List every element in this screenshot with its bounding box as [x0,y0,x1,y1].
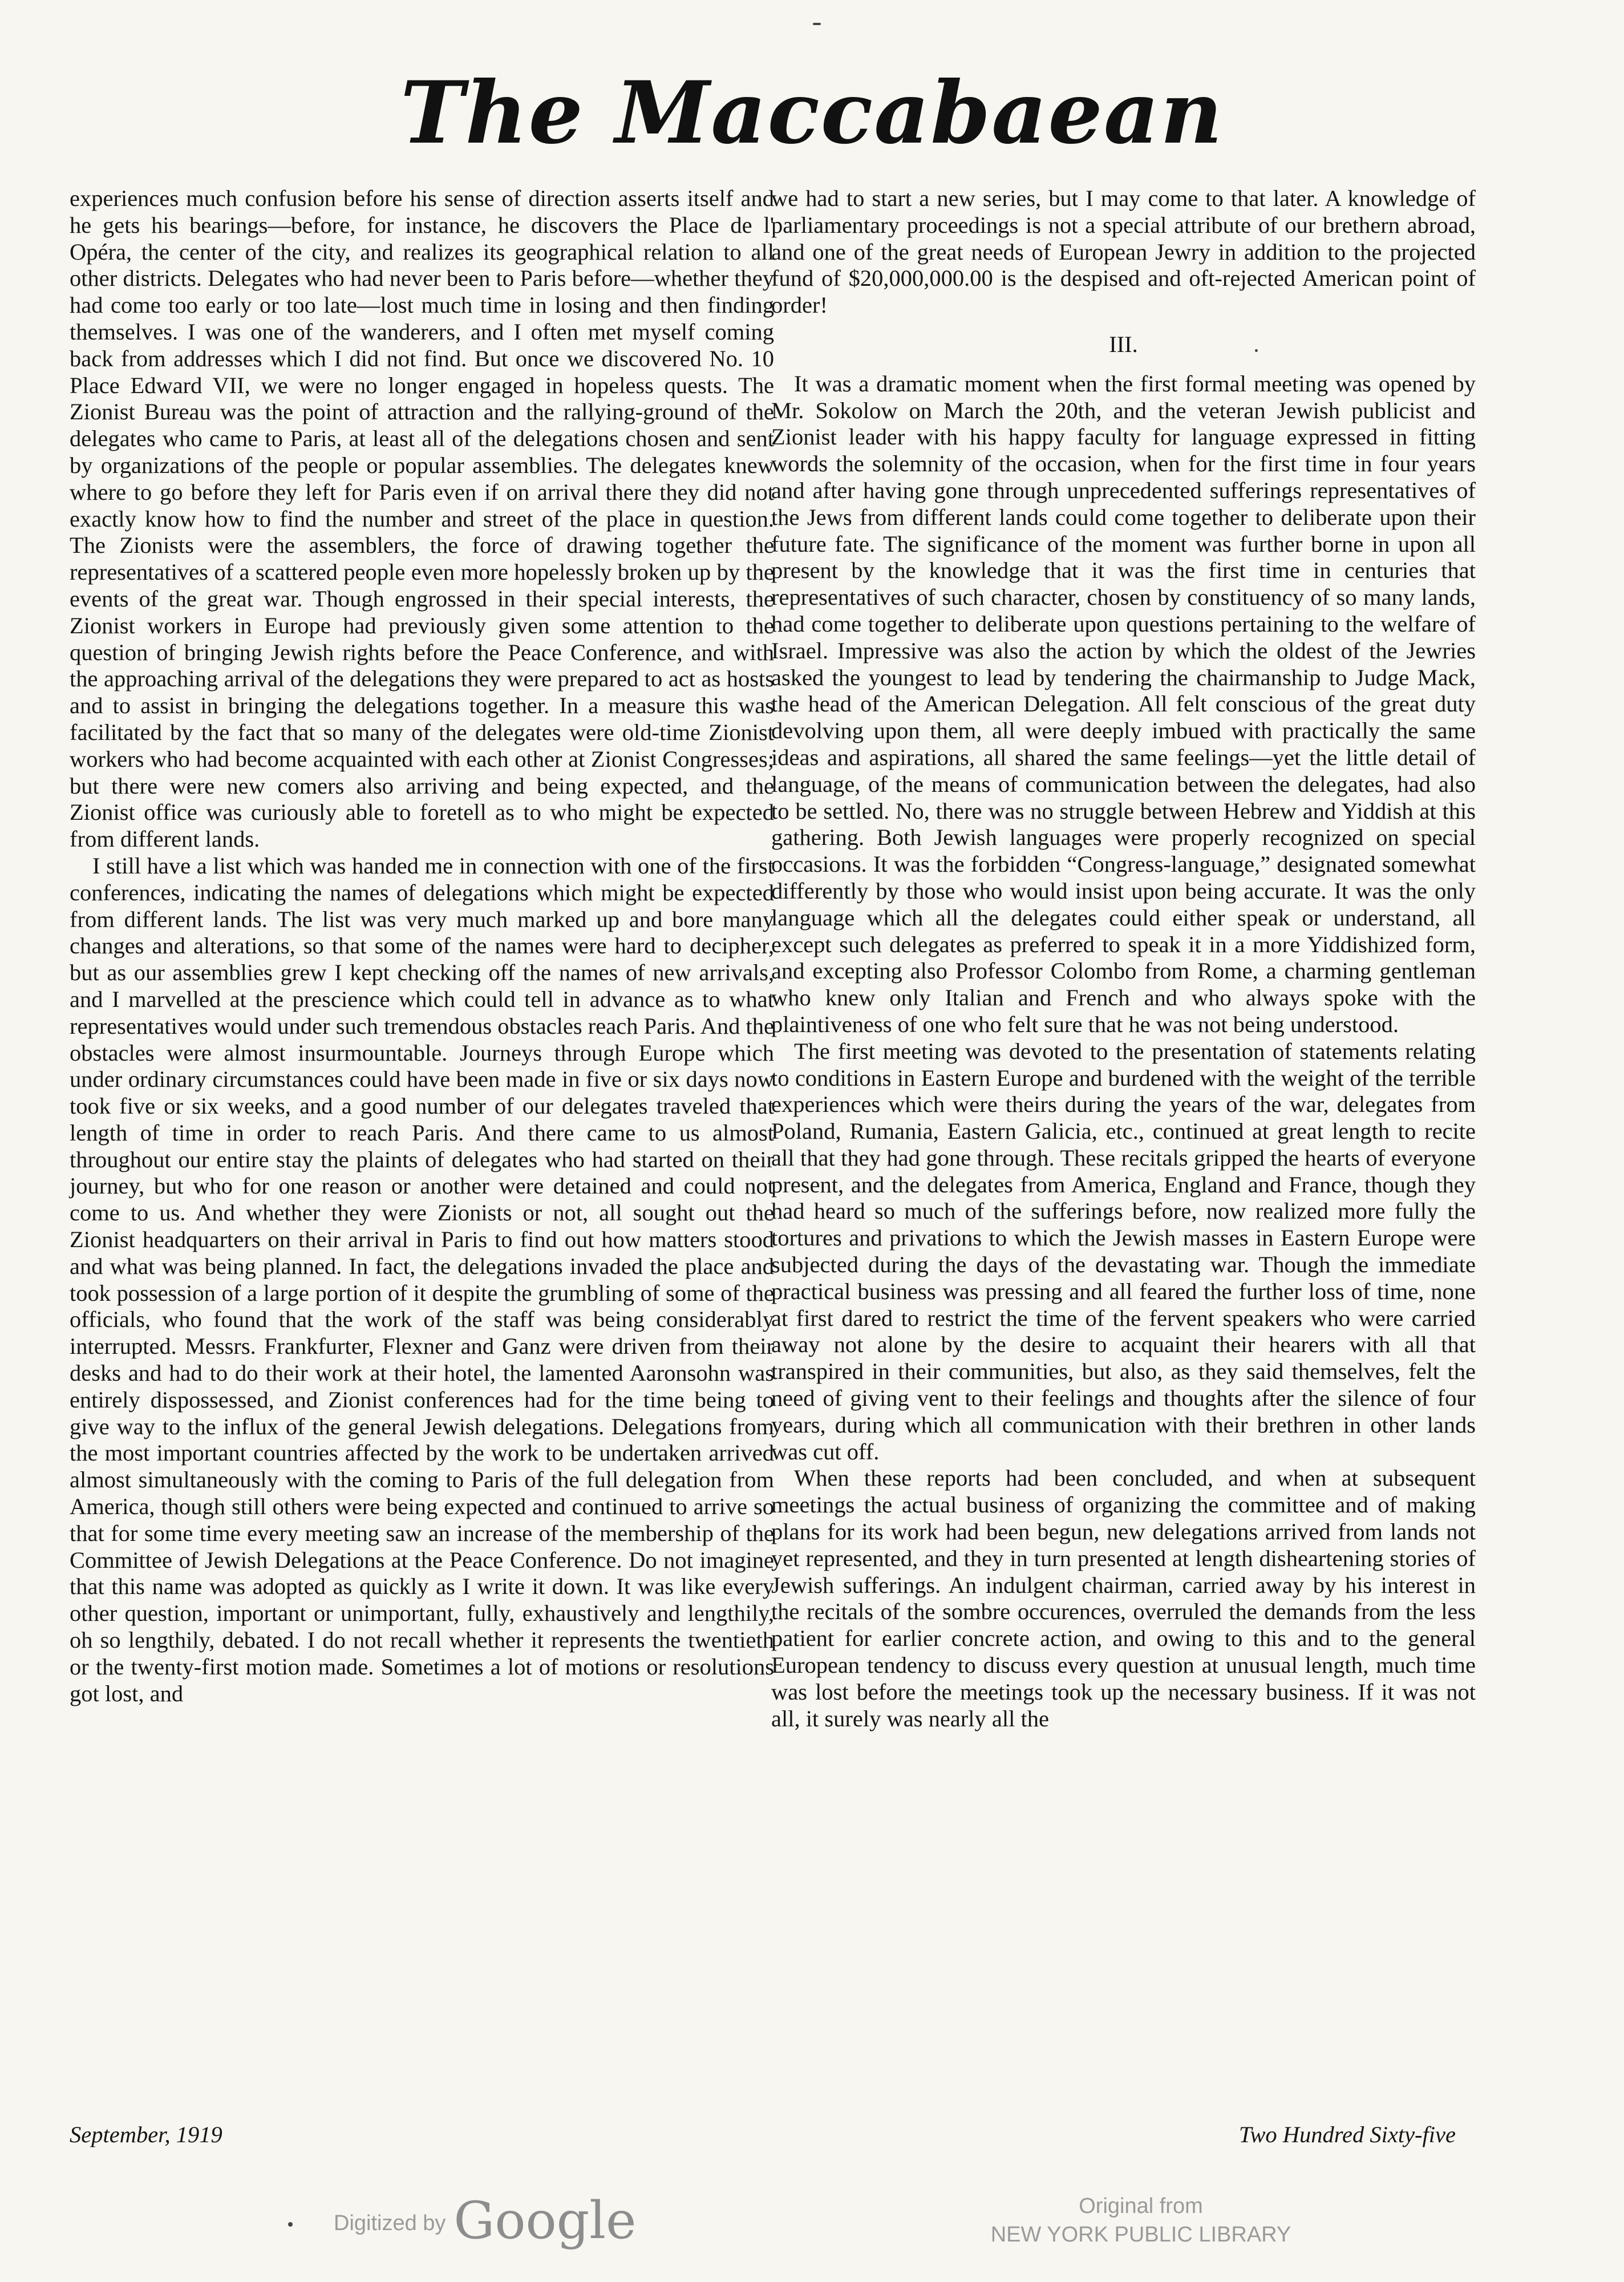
left-paragraph-1: experiences much confusion before his sense of direction asserts itself and he gets his bearings—before, for instance, he discovers the Place de l' Opéra, the center of the city, and realizes its geographical relation to all other districts. Delegates who had never been to Paris before—whether they had come too early or too late—lost much time in losing and then finding themselves. I was one of the wanderers, and I often met myself coming back from addresses which I did not find. But once we discovered No. 10 Place Edward VII, we were no longer engaged in hopeless quests. The Zionist Bureau was the point of attraction and the rallying-ground of the delegates who came to Paris, at least all of the delegations chosen and sent by organizations of the people or popular assemblies. The delegates knew where to go before they left for Paris even if on arrival there they did not exactly know how to find the number and street of the place in question. The Zionists were the assemblers, the force of drawing together the representatives of a scattered people even more hopelessly broken up by the events of the great war. Though engrossed in their special interests, the Zionist workers in Europe had previously given some attention to the question of bringing Jewish rights before the Peace Conference, and with the approaching arrival of the delegations they were prepared to act as hosts and to assist in bringing the delegations together. In a measure this was facilitated by the fact that so many of the delegates were old-time Zionist workers who had become acquainted with each other at Zionist Congresses; but there were new comers also arriving and being expected, and the Zionist office was curiously able to foretell as to who might be expected from different lands. [70,185,774,852]
masthead: The Maccabaean [400,63,1224,163]
google-logo: Google [453,2191,637,2251]
original-from-label: Original from [1079,2194,1203,2218]
footer-page-number: Two Hundred Sixty-five [1238,2122,1456,2147]
library-name: NEW YORK PUBLIC LIBRARY [990,2223,1291,2247]
right-paragraph-2: The first meeting was devoted to the presentation of statements relating to conditions in Eastern Europe and burdened with the weight of the terrible experiences which were theirs during the years of the war, delegates from Poland, Rumania, Eastern Galicia, etc., continued at great length to recite all that they had gone through. These recitals gripped the hearts of everyone present, and the delegates from America, England and France, though they had heard so much of the sufferings before, now realized more fully the tortures and privations to which the Jewish masses in Eastern Europe were subjected during the days of the devastating war. Though the immediate practical business was pressing and all feared the further loss of time, none at first dared to restrict the time of the fervent speakers who were carried away not alone by the desire to acquaint their hearers with all that transpired in their communities, but also, as they said themselves, felt the need of giving vent to their feelings and thoughts after the silence of four years, during which all communication with their brethren in other lands was cut off. [771,1038,1476,1464]
right-paragraph-3: When these reports had been concluded, and when at subsequent meetings the actual business of organizing the committee and of making plans for its work had been begun, new delegations arrived from lands not yet represented, and they in turn presented at length disheartening stories of Jewish sufferings. An indulgent chairman, carried away by his interest in the recitals of the sombre occurences, overruled the demands from the less patient for earlier concrete action, and owing to this and to the general European tendency to discuss every question at unusual length, much time was lost before the meetings took up the necessary business. If it was not all, it surely was nearly all the [771,1465,1476,1731]
section-number: III. [1109,331,1138,357]
digitized-by-label: Digitized by [334,2211,446,2235]
right-column [771,185,1476,1732]
origin-watermark [970,2192,1312,2249]
print-mark [813,23,821,25]
footer-date: September, 1919 [70,2122,222,2147]
right-intro-paragraph: we had to start a new series, but I may come to that later. A knowledge of parliamentary proceedings is not a special attribute of our brethern abroad, and one of the great needs of European Jewry in addition to the projected fund of $20,000,000.00 is the despised and oft-rejected American point of order! [771,185,1476,318]
digitized-watermark [334,2191,636,2251]
right-paragraph-1: It was a dramatic moment when the first formal meeting was opened by Mr. Sokolow on March the 20th, and the veteran Jewish publicist and Zionist leader with his happy faculty for language expressed in fitting words the solemnity of the occasion, when for the first time in four years and after having gone through unprecedented sufferings representatives of the Jews from different lands could come together to deliberate upon their future fate. The significance of the moment was further borne in upon all present by the knowledge that it was the first time in centuries that representatives of such character, chosen by constituency of so many lands, had come together to deliberate upon questions pertaining to the welfare of Israel. Impressive was also the action by which the oldest of the Jewries asked the youngest to lead by tendering the chairmanship to Judge Mack, the head of the American Delegation. All felt conscious of the great duty devolving upon them, all were deeply imbued with practically the same ideas and aspirations, all shared the same feelings—yet the little detail of language, of the means of communication between the delegates, had also to be settled. No, there was no struggle between Hebrew and Yiddish at this gathering. Both Jewish languages were properly recognized on special occasions. It was the forbidden “Congress-language,” designated somewhat differently by those who would insist upon being accurate. It was the only language which all the delegates could either speak or understand, all except such delegates as preferred to speak it in a more Yiddishized form, and excepting also Professor Colombo from Rome, a charming gentleman who knew only Italian and French and who always spoke with the plaintiveness of one who felt sure that he was not being understood. [771,370,1476,1037]
left-paragraph-2: I still have a list which was handed me in connection with one of the first conferences, indicating the names of delegations which might be expected from different lands. The list was very much marked up and bore many changes and alterations, so that some of the names were hard to decipher, but as our assemblies grew I kept checking off the names of new arrivals, and I marvelled at the prescience which could tell in advance as to what representatives would under such tremendous obstacles reach Paris. And the obstacles were almost insurmountable. Journeys through Europe which under ordinary circumstances could have been made in five or six days now took five or six weeks, and a good number of our delegates traveled that length of time in order to reach Paris. And there came to us almost throughout our entire stay the plaints of delegates who had started on their journey, but who for one reason or another were detained and could not come to us. And whether they were Zionists or not, all sought out the Zionist headquarters on their arrival in Paris to find out how matters stood and what was being planned. In fact, the delegations invaded the place and took possession of a large portion of it despite the grumbling of some of the officials, who found that the work of the staff was being considerably interrupted. Messrs. Frankfurter, Flexner and Ganz were driven from their desks and had to do their work at their hotel, the lamented Aaronsohn was entirely dispossessed, and Zionist conferences had for the time being to give way to the influx of the general Jewish delegations. Delegations from the most important countries affected by the work to be undertaken arrived almost simultaneously with the coming to Paris of the full delegation from America, though still others were being expected and continued to arrive so that for some time every meeting saw an increase of the membership of the Committee of Jewish Delegations at the Peace Conference. Do not imagine that this name was adopted as quickly as I write it down. It was like every other question, important or unimportant, fully, exhaustively and lengthily, oh so lengthily, debated. I do not recall whether it represents the twentieth or the twenty-first motion made. Sometimes a lot of motions or resolutions got lost, and [70,852,774,1706]
scan-speck [288,2222,293,2227]
left-column [70,185,774,1707]
